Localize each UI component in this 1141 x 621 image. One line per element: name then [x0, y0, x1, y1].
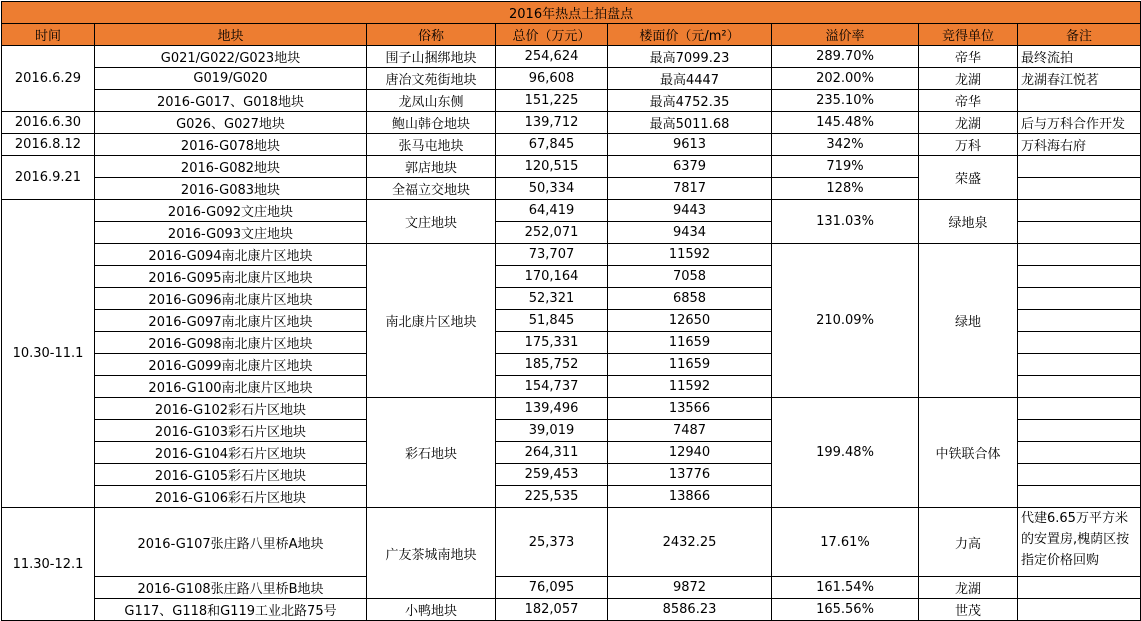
total-cell: 64,419	[496, 200, 608, 222]
floor-price-cell: 9443	[608, 200, 772, 222]
plot-cell: 2016-G100南北康片区地块	[95, 376, 367, 398]
note-cell	[1018, 332, 1141, 354]
floor-price-cell: 7058	[608, 266, 772, 288]
note-cell	[1018, 266, 1141, 288]
total-cell: 120,515	[496, 156, 608, 178]
note-cell	[1018, 222, 1141, 244]
winner-cell: 绿地	[919, 244, 1018, 398]
note-cell: 万科海右府	[1018, 134, 1141, 156]
plot-cell: 2016-G098南北康片区地块	[95, 332, 367, 354]
floor-price-cell: 13866	[608, 486, 772, 508]
winner-cell: 力高	[919, 508, 1018, 577]
plot-cell: G019/G020	[95, 68, 367, 90]
time-cell: 2016.8.12	[2, 134, 95, 156]
winner-cell: 世茂	[919, 599, 1018, 621]
winner-cell: 绿地泉	[919, 200, 1018, 244]
header-plot: 地块	[95, 24, 367, 46]
plot-cell: 2016-G104彩石片区地块	[95, 442, 367, 464]
premium-cell: 145.48%	[772, 112, 919, 134]
alias-cell: 龙凤山东侧	[367, 90, 496, 112]
total-cell: 50,334	[496, 178, 608, 200]
table-title: 2016年热点土拍盘点	[2, 2, 1141, 24]
total-cell: 51,845	[496, 310, 608, 332]
time-cell: 2016.9.21	[2, 156, 95, 200]
floor-price-cell: 8586.23	[608, 599, 772, 621]
floor-price-cell: 7817	[608, 178, 772, 200]
plot-cell: 2016-G082地块	[95, 156, 367, 178]
table-row	[2, 46, 1141, 68]
premium-cell: 199.48%	[772, 398, 919, 508]
floor-price-cell: 7487	[608, 420, 772, 442]
total-cell: 139,496	[496, 398, 608, 420]
premium-cell: 719%	[772, 156, 919, 178]
total-cell: 73,707	[496, 244, 608, 266]
alias-cell: 全福立交地块	[367, 178, 496, 200]
note-cell	[1018, 398, 1141, 420]
total-cell: 25,373	[496, 508, 608, 577]
total-cell: 67,845	[496, 134, 608, 156]
total-cell: 252,071	[496, 222, 608, 244]
alias-cell: 郭店地块	[367, 156, 496, 178]
plot-cell: 2016-G108张庄路八里桥B地块	[95, 577, 367, 599]
premium-cell: 202.00%	[772, 68, 919, 90]
note-cell	[1018, 200, 1141, 222]
total-cell: 225,535	[496, 486, 608, 508]
total-cell: 39,019	[496, 420, 608, 442]
note-cell	[1018, 486, 1141, 508]
table-row	[2, 90, 1141, 112]
total-cell: 185,752	[496, 354, 608, 376]
header-alias: 俗称	[367, 24, 496, 46]
note-cell	[1018, 442, 1141, 464]
header-winner: 竞得单位	[919, 24, 1018, 46]
note-cell	[1018, 464, 1141, 486]
alias-cell: 张马屯地块	[367, 134, 496, 156]
premium-cell: 210.09%	[772, 244, 919, 398]
plot-cell: 2016-G093文庄地块	[95, 222, 367, 244]
alias-cell: 广友茶城南地块	[367, 508, 496, 599]
total-cell: 170,164	[496, 266, 608, 288]
time-cell: 10.30-11.1	[2, 200, 95, 508]
alias-cell: 南北康片区地块	[367, 244, 496, 398]
table-row	[2, 68, 1141, 90]
alias-cell: 文庄地块	[367, 200, 496, 244]
winner-cell: 万科	[919, 134, 1018, 156]
note-cell	[1018, 354, 1141, 376]
plot-cell: 2016-G107张庄路八里桥A地块	[95, 508, 367, 577]
table-row	[2, 156, 1141, 178]
plot-cell: 2016-G092文庄地块	[95, 200, 367, 222]
floor-price-cell: 9872	[608, 577, 772, 599]
floor-price-cell: 最高4752.35	[608, 90, 772, 112]
floor-price-cell: 13566	[608, 398, 772, 420]
premium-cell: 289.70%	[772, 46, 919, 68]
note-cell	[1018, 178, 1141, 200]
floor-price-cell: 11659	[608, 354, 772, 376]
note-cell	[1018, 310, 1141, 332]
floor-price-cell: 11659	[608, 332, 772, 354]
floor-price-cell: 13776	[608, 464, 772, 486]
note-cell	[1018, 288, 1141, 310]
total-cell: 264,311	[496, 442, 608, 464]
plot-cell: 2016-G094南北康片区地块	[95, 244, 367, 266]
total-cell: 175,331	[496, 332, 608, 354]
winner-cell: 龙湖	[919, 577, 1018, 599]
alias-cell: 鲍山韩仓地块	[367, 112, 496, 134]
plot-cell: G117、G118和G119工业北路75号	[95, 599, 367, 621]
plot-cell: 2016-G017、G018地块	[95, 90, 367, 112]
time-cell: 2016.6.30	[2, 112, 95, 134]
note-cell	[1018, 599, 1141, 621]
alias-cell: 唐冶文苑街地块	[367, 68, 496, 90]
plot-cell: G021/G022/G023地块	[95, 46, 367, 68]
table-row	[2, 200, 1141, 222]
note-cell	[1018, 156, 1141, 178]
total-cell: 182,057	[496, 599, 608, 621]
plot-cell: 2016-G106彩石片区地块	[95, 486, 367, 508]
winner-cell: 帝华	[919, 46, 1018, 68]
table-row	[2, 112, 1141, 134]
land-auction-table	[1, 1, 1141, 621]
plot-cell: 2016-G095南北康片区地块	[95, 266, 367, 288]
header-floor-price: 楼面价（元/m²）	[608, 24, 772, 46]
floor-price-cell: 最高5011.68	[608, 112, 772, 134]
note-cell	[1018, 244, 1141, 266]
header-total: 总价（万元）	[496, 24, 608, 46]
note-cell: 最终流拍	[1018, 46, 1141, 68]
table-row	[2, 244, 1141, 266]
plot-cell: 2016-G099南北康片区地块	[95, 354, 367, 376]
floor-price-cell: 12650	[608, 310, 772, 332]
total-cell: 259,453	[496, 464, 608, 486]
plot-cell: 2016-G102彩石片区地块	[95, 398, 367, 420]
floor-price-cell: 11592	[608, 376, 772, 398]
premium-cell: 161.54%	[772, 577, 919, 599]
alias-cell: 小鸭地块	[367, 599, 496, 621]
winner-cell: 中铁联合体	[919, 398, 1018, 508]
table-row	[2, 398, 1141, 420]
floor-price-cell: 最高7099.23	[608, 46, 772, 68]
note-cell	[1018, 577, 1141, 599]
premium-cell: 342%	[772, 134, 919, 156]
winner-cell: 龙湖	[919, 112, 1018, 134]
plot-cell: 2016-G103彩石片区地块	[95, 420, 367, 442]
plot-cell: G026、G027地块	[95, 112, 367, 134]
plot-cell: 2016-G105彩石片区地块	[95, 464, 367, 486]
total-cell: 96,608	[496, 68, 608, 90]
alias-cell: 彩石地块	[367, 398, 496, 508]
floor-price-cell: 6379	[608, 156, 772, 178]
plot-cell: 2016-G078地块	[95, 134, 367, 156]
time-cell: 2016.6.29	[2, 46, 95, 112]
note-cell: 代建6.65万平方米的安置房,槐荫区按指定价格回购	[1018, 508, 1141, 577]
winner-cell: 龙湖	[919, 68, 1018, 90]
plot-cell: 2016-G096南北康片区地块	[95, 288, 367, 310]
winner-cell: 帝华	[919, 90, 1018, 112]
table-row	[2, 599, 1141, 621]
table-row	[2, 508, 1141, 577]
header-premium: 溢价率	[772, 24, 919, 46]
note-cell	[1018, 420, 1141, 442]
floor-price-cell: 11592	[608, 244, 772, 266]
floor-price-cell: 2432.25	[608, 508, 772, 577]
time-cell: 11.30-12.1	[2, 508, 95, 621]
total-cell: 154,737	[496, 376, 608, 398]
premium-cell: 165.56%	[772, 599, 919, 621]
floor-price-cell: 最高4447	[608, 68, 772, 90]
note-cell: 龙湖春江悦茗	[1018, 68, 1141, 90]
total-cell: 254,624	[496, 46, 608, 68]
alias-cell: 围子山捆绑地块	[367, 46, 496, 68]
premium-cell: 235.10%	[772, 90, 919, 112]
note-cell	[1018, 90, 1141, 112]
header-time: 时间	[2, 24, 95, 46]
table-row	[2, 577, 1141, 599]
header-note: 备注	[1018, 24, 1141, 46]
total-cell: 151,225	[496, 90, 608, 112]
note-cell	[1018, 376, 1141, 398]
floor-price-cell: 9434	[608, 222, 772, 244]
plot-cell: 2016-G097南北康片区地块	[95, 310, 367, 332]
floor-price-cell: 12940	[608, 442, 772, 464]
total-cell: 139,712	[496, 112, 608, 134]
plot-cell: 2016-G083地块	[95, 178, 367, 200]
note-cell: 后与万科合作开发	[1018, 112, 1141, 134]
total-cell: 76,095	[496, 577, 608, 599]
floor-price-cell: 9613	[608, 134, 772, 156]
total-cell: 52,321	[496, 288, 608, 310]
floor-price-cell: 6858	[608, 288, 772, 310]
table-row	[2, 134, 1141, 156]
winner-cell: 荣盛	[919, 156, 1018, 200]
premium-cell: 128%	[772, 178, 919, 200]
premium-cell: 17.61%	[772, 508, 919, 577]
premium-cell: 131.03%	[772, 200, 919, 244]
land-auction-sheet	[1, 1, 1140, 621]
